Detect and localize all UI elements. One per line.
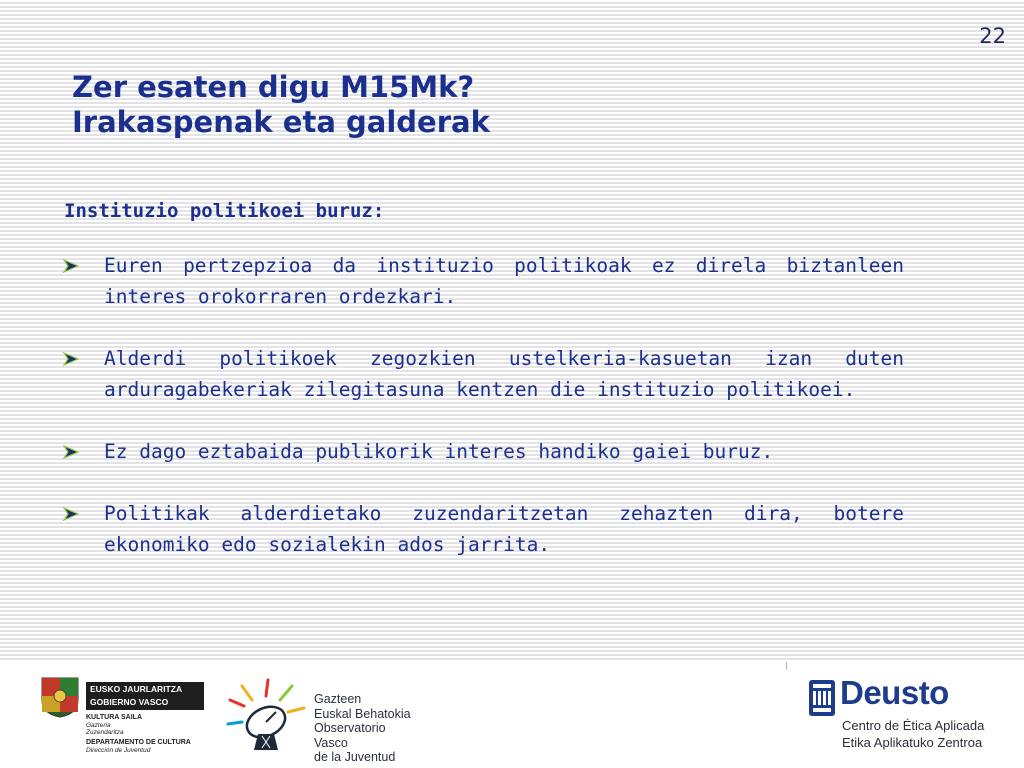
dept-cultura-es-sub: Dirección de Juventud bbox=[86, 747, 151, 754]
arrow-right-icon bbox=[62, 445, 80, 459]
bullet-item bbox=[62, 250, 904, 312]
deusto-building-icon bbox=[808, 678, 836, 718]
bullet-item bbox=[62, 498, 904, 560]
coat-of-arms-icon bbox=[38, 674, 82, 718]
gobierno-line-1: EUSKO JAURLARITZA bbox=[90, 684, 183, 694]
bullet-text: Politikak alderdietako zuzendaritzetan zehazten dira, botere ekonomiko edo sozialekin ados jarrita. bbox=[104, 502, 904, 556]
deusto-subtitle-1: Centro de Ética Aplicada bbox=[842, 718, 985, 733]
bullet-text: Ez dago eztabaida publikorik interes handiko gaiei buruz. bbox=[104, 440, 774, 463]
slide-title-line-1: Zer esaten digu M15Mk? bbox=[72, 70, 475, 104]
observatorio-text bbox=[314, 692, 422, 765]
bullet-item bbox=[62, 343, 904, 405]
slide-title bbox=[72, 70, 490, 140]
observatorio-line-1: Gazteen bbox=[314, 692, 362, 706]
arrow-right-icon bbox=[62, 259, 80, 273]
slide-title-line-2: Irakaspenak eta galderak bbox=[72, 105, 490, 139]
section-heading: Instituzio politikoei buruz: bbox=[64, 200, 385, 222]
observatorio-line-2: Euskal Behatokia bbox=[314, 706, 411, 721]
bullet-list bbox=[62, 250, 904, 591]
observatorio-line-3: Observatorio Vasco bbox=[314, 721, 386, 750]
observatorio-logo bbox=[222, 672, 422, 762]
page-number: 22 bbox=[979, 24, 1006, 48]
observatorio-line-4: de la Juventud bbox=[314, 750, 396, 764]
arrow-right-icon bbox=[62, 507, 80, 521]
dept-cultura-eu-sub2: Zuzendaritza bbox=[86, 729, 124, 736]
deusto-name: Deusto bbox=[840, 674, 949, 711]
arrow-right-icon bbox=[62, 352, 80, 366]
gobierno-vasco-logo bbox=[38, 672, 208, 762]
satellite-dish-icon bbox=[222, 672, 310, 756]
deusto-logo bbox=[808, 672, 988, 762]
dept-cultura-es: DEPARTAMENTO DE CULTURA bbox=[86, 739, 191, 746]
gobierno-bar bbox=[86, 682, 204, 710]
footer-divider bbox=[786, 662, 787, 670]
gobierno-line-2: GOBIERNO VASCO bbox=[90, 697, 169, 707]
bullet-text: Euren pertzepzioa da instituzio politikoak ez direla biztanleen interes orokorraren ordezkari. bbox=[104, 254, 904, 308]
dept-cultura-eu: KULTURA SAILA bbox=[86, 714, 142, 721]
dept-cultura-eu-sub1: Gazteria bbox=[86, 722, 111, 729]
deusto-subtitle-2: Etika Aplikatuko Zentroa bbox=[842, 735, 983, 750]
bullet-item bbox=[62, 436, 904, 467]
bullet-text: Alderdi politikoek zegozkien ustelkeria-kasuetan izan duten arduragabekeriak zilegitasuna kentzen die instituzio politikoei. bbox=[104, 347, 904, 401]
